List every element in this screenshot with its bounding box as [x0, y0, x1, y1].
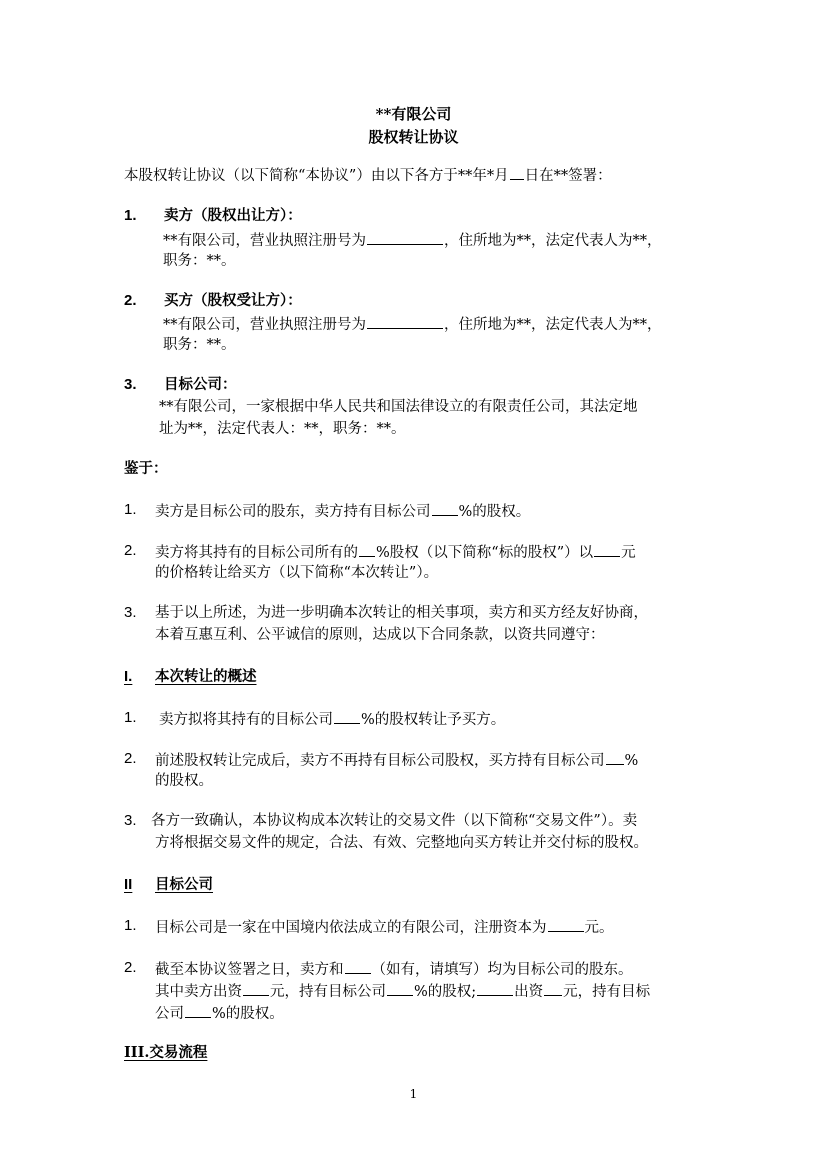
- section-2-item-1-text: 目标公司是一家在中国境内依法成立的有限公司，注册资本为 元。: [155, 916, 614, 938]
- percentage-blank: [334, 708, 360, 724]
- party-1-heading: 卖方（股权出让方）：: [164, 207, 302, 224]
- percentage-blank: [432, 500, 458, 516]
- whereas-1-number: 1.: [124, 501, 137, 518]
- section-1-item-1-number: 1.: [124, 709, 137, 726]
- page-number: 1: [409, 1087, 418, 1101]
- section-1-item-2-line2: 的股权。: [155, 773, 213, 789]
- section-2-item-1-number: 1.: [124, 917, 137, 934]
- seller-contribution-blank: [243, 980, 269, 996]
- intro-paragraph: 本股权转让协议（以下简称“本协议”）由以下各方于**年*月 日在**签署：: [124, 164, 612, 186]
- section-1-item-2-line1: 前述股权转让完成后，卖方不再持有目标公司股权，买方持有目标公司 %: [155, 749, 638, 771]
- party-2-number: 2.: [124, 292, 137, 309]
- section-1-item-3-number: 3.: [124, 812, 137, 829]
- registration-number-blank: [367, 313, 443, 329]
- section-1-item-2-number: 2.: [124, 750, 137, 767]
- whereas-2-number: 2.: [124, 542, 137, 559]
- whereas-3-line2: 本着互惠互利、公平诚信的原则，达成以下合同条款，以资共同遵守：: [155, 627, 605, 643]
- contribution-blank: [544, 980, 562, 996]
- whereas-2-line2: 的价格转让给买方（以下简称“本次转让”）。: [155, 565, 439, 581]
- month-blank: [510, 164, 524, 180]
- party-1-number: 1.: [124, 207, 137, 224]
- section-1-item-1-text: 卖方拟将其持有的目标公司 %的股权转让予买方。: [159, 708, 505, 730]
- party-3-line2: 址为**，法定代表人：**，职务：**。: [159, 421, 406, 437]
- section-1-item-3-line2: 方将根据交易文件的规定，合法、有效、完整地向买方转让并交付标的股权。: [155, 835, 648, 851]
- party-3-heading: 目标公司：: [164, 376, 237, 393]
- whereas-2-line1: 卖方将其持有的目标公司所有的 %股权（以下简称“标的股权”）以 元: [155, 541, 636, 563]
- party-2-line1: **有限公司，营业执照注册号为 ，住所地为**，法定代表人为**，: [163, 313, 662, 335]
- registered-capital-blank: [548, 916, 584, 932]
- company-name: **有限公司: [375, 105, 452, 123]
- whereas-1-text: 卖方是目标公司的股东，卖方持有目标公司 %的股权。: [155, 500, 530, 522]
- whereas-3-number: 3.: [124, 604, 137, 621]
- section-2-item-2-line1: 截至本协议签署之日，卖方和 （如有，请填写）均为目标公司的股东。: [155, 958, 633, 980]
- other-shareholder-blank: [345, 958, 371, 974]
- document-title: 股权转让协议: [368, 128, 459, 146]
- section-2-item-2-number: 2.: [124, 959, 137, 976]
- party-1-line1: **有限公司，营业执照注册号为 ，住所地为**，法定代表人为**，: [163, 229, 662, 251]
- whereas-3-line1: 基于以上所述，为进一步明确本次转让的相关事项，卖方和买方经友好协商，: [155, 605, 648, 621]
- party-3-line1: **有限公司，一家根据中华人民共和国法律设立的有限责任公司，其法定地: [159, 399, 638, 415]
- percentage-blank: [359, 541, 375, 557]
- shareholder-name-blank: [477, 980, 513, 996]
- party-2-heading: 买方（股权受让方）：: [164, 292, 302, 309]
- section-2-item-2-line3: 公司 %的股权。: [155, 1002, 284, 1024]
- section-1-title: 本次转让的概述: [155, 668, 257, 685]
- section-2-number: II: [124, 876, 133, 893]
- percentage-blank: [387, 980, 413, 996]
- section-1-item-3-line1: 各方一致确认，本协议构成本次转让的交易文件（以下简称“交易文件”）。卖: [151, 813, 638, 829]
- registration-number-blank: [367, 229, 443, 245]
- party-3-number: 3.: [124, 376, 137, 393]
- party-2-line2: 职务：**。: [163, 337, 236, 353]
- section-3-title: III.交易流程: [124, 1044, 208, 1061]
- section-2-title: 目标公司: [155, 876, 213, 893]
- whereas-heading: 鉴于：: [124, 460, 168, 477]
- price-blank: [594, 541, 620, 557]
- section-2-item-2-line2: 其中卖方出资 元，持有目标公司 %的股权; 出资 元，持有目标: [155, 980, 650, 1002]
- percentage-blank: [185, 1002, 211, 1018]
- party-1-line2: 职务：**。: [163, 253, 236, 269]
- section-1-number: I.: [124, 668, 133, 685]
- percentage-blank: [606, 749, 624, 765]
